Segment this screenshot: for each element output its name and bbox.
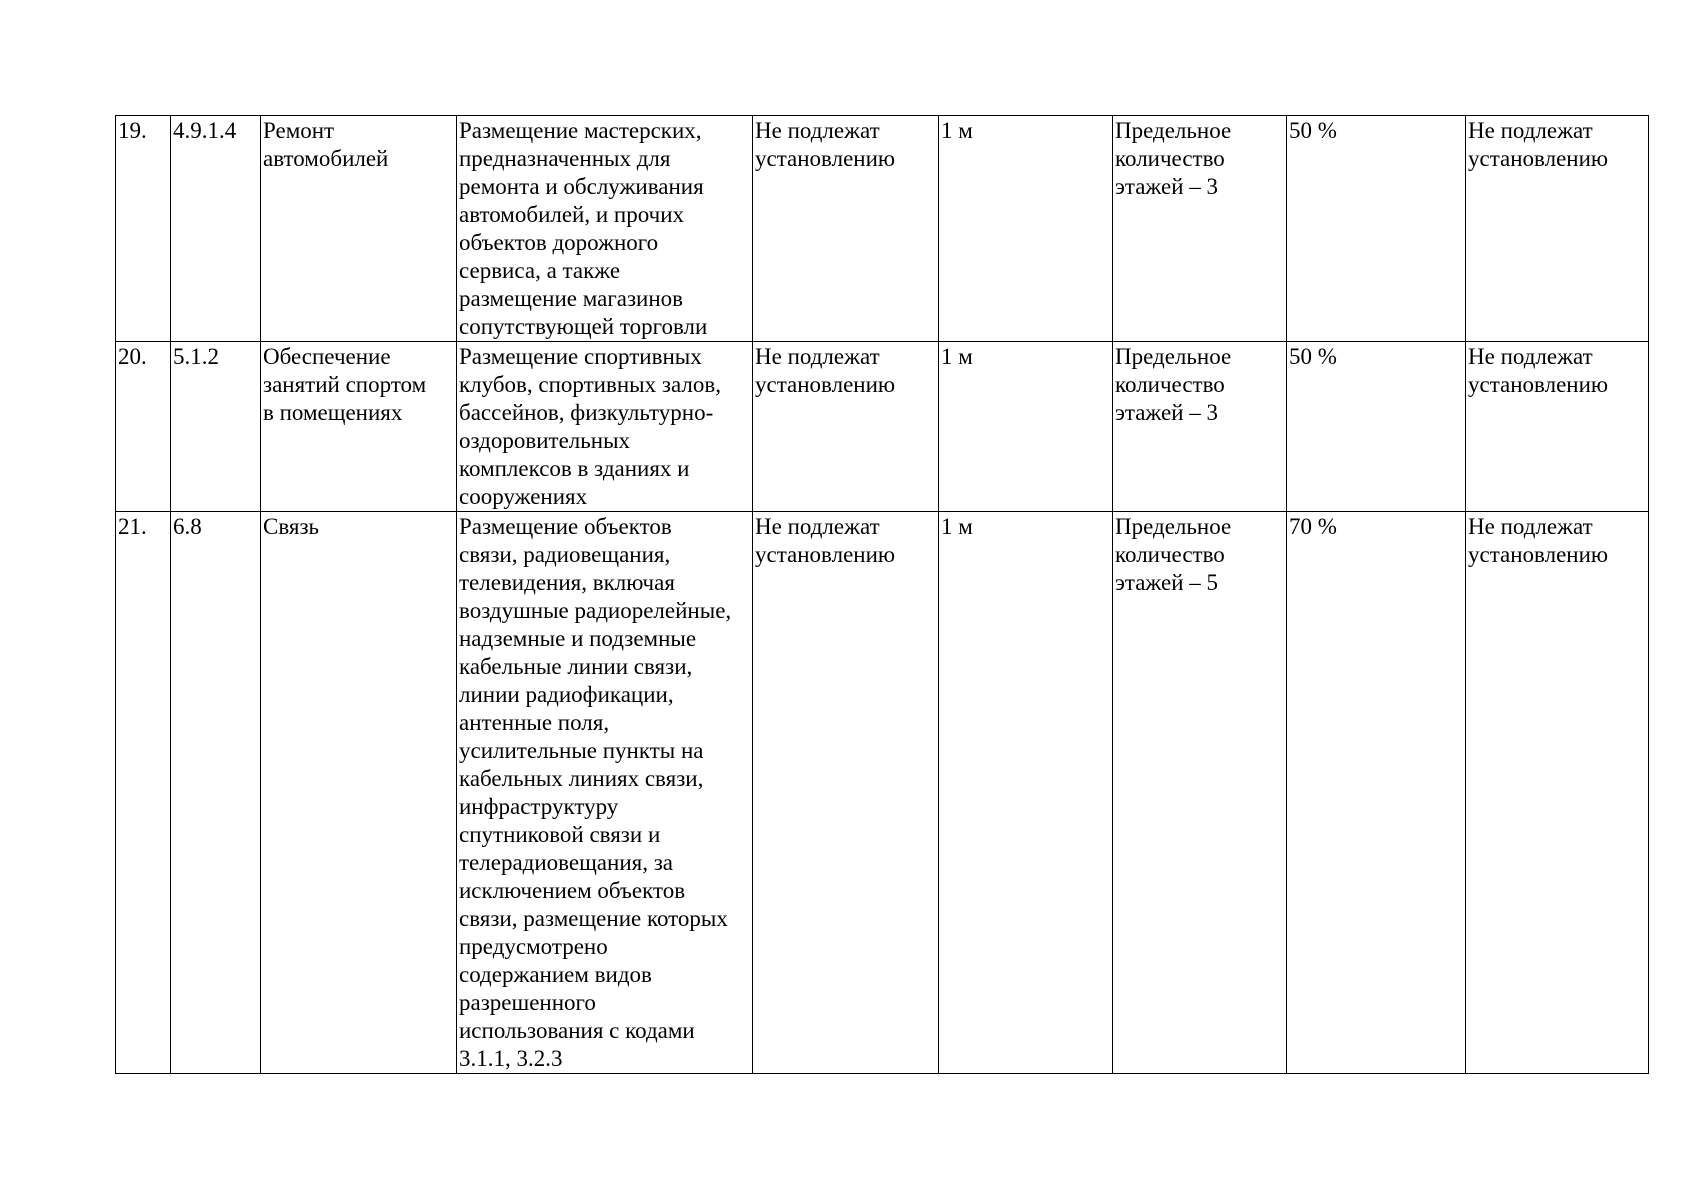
use-name-cell: Обеспечение занятий спортом в помещениях xyxy=(261,342,457,512)
table-row xyxy=(116,342,1649,512)
use-code-cell: 5.1.2 xyxy=(171,342,261,512)
max-floors-cell: Предельное количество этажей – 3 xyxy=(1113,342,1287,512)
table-row xyxy=(116,116,1649,342)
setback-cell: 1 м xyxy=(939,512,1113,1074)
setback-cell: 1 м xyxy=(939,116,1113,342)
use-description-cell: Размещение мастерских, предназначенных для ремонта и обслуживания автомобилей, и прочих объектов дорожного сервиса, а также размещение магазинов сопутствующей торговли xyxy=(457,116,753,342)
row-number-cell: 21. xyxy=(116,512,171,1074)
coverage-percent-cell: 70 % xyxy=(1287,512,1466,1074)
other-parameters-cell: Не подлежат установлению xyxy=(1466,116,1649,342)
other-parameters-cell: Не подлежат установлению xyxy=(1466,342,1649,512)
max-floors-cell: Предельное количество этажей – 3 xyxy=(1113,116,1287,342)
coverage-percent-cell: 50 % xyxy=(1287,116,1466,342)
row-number-cell: 20. xyxy=(116,342,171,512)
plot-area-cell: Не подлежат установлению xyxy=(753,512,939,1074)
use-name-cell: Ремонт автомобилей xyxy=(261,116,457,342)
plot-area-cell: Не подлежат установлению xyxy=(753,116,939,342)
other-parameters-cell: Не подлежат установлению xyxy=(1466,512,1649,1074)
setback-cell: 1 м xyxy=(939,342,1113,512)
max-floors-cell: Предельное количество этажей – 5 xyxy=(1113,512,1287,1074)
use-code-cell: 6.8 xyxy=(171,512,261,1074)
land-use-regulations-table xyxy=(115,115,1649,1074)
plot-area-cell: Не подлежат установлению xyxy=(753,342,939,512)
table-row xyxy=(116,512,1649,1074)
coverage-percent-cell: 50 % xyxy=(1287,342,1466,512)
use-code-cell: 4.9.1.4 xyxy=(171,116,261,342)
row-number-cell: 19. xyxy=(116,116,171,342)
use-description-cell: Размещение объектов связи, радиовещания, телевидения, включая воздушные радиорелейные, надземные и подземные кабельные линии связи, линии радиофикации, антенные поля, усилительные пункты на кабельных линиях связи, инфраструктуру спутниковой связи и телерадиовещания, за исключением объектов связи, размещение которых предусмотрено содержанием видов разрешенного использования с кодами 3.1.1, 3.2.3 xyxy=(457,512,753,1074)
use-description-cell: Размещение спортивных клубов, спортивных залов, бассейнов, физкультурно- оздоровительных комплексов в зданиях и сооружениях xyxy=(457,342,753,512)
use-name-cell: Связь xyxy=(261,512,457,1074)
